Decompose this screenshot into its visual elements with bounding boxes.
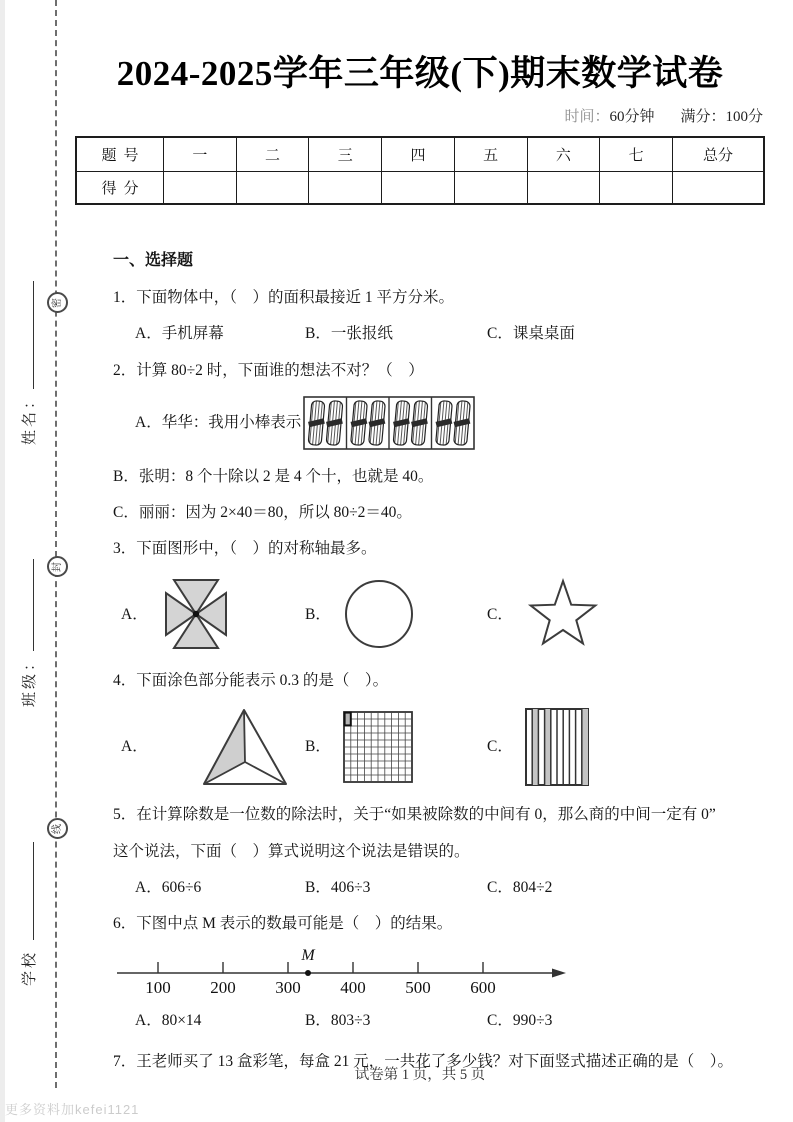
question-5-options <box>113 878 765 897</box>
q4-label-a: A． <box>121 738 148 756</box>
seal-char-mi: 密 <box>51 297 63 308</box>
qnum-label: 题号 <box>101 148 146 164</box>
q3-choice-c <box>487 577 765 651</box>
page-footer: 试卷第 1 页，共 5 页 <box>354 1067 486 1083</box>
pinwheel-shape <box>160 574 232 654</box>
score-table-col-3: 三 <box>309 137 382 172</box>
page-edge-shadow <box>0 0 5 1122</box>
star-shape <box>525 577 603 651</box>
score-cell-empty <box>236 172 309 205</box>
class-blank-line <box>19 559 34 651</box>
score-table-col-1: 一 <box>164 137 237 172</box>
question-6-options <box>113 1011 765 1030</box>
q6-option-b: B．803÷3 <box>305 1012 371 1030</box>
school-field <box>18 820 38 986</box>
time-label: 时间： <box>564 109 610 125</box>
point-m-dot <box>305 970 311 976</box>
hundred-grid-shape <box>343 711 413 783</box>
q3-label-c: C． <box>487 605 513 623</box>
circle-shape <box>343 576 415 652</box>
seal-badge-feng <box>47 556 68 577</box>
q4-choice-b <box>305 711 487 783</box>
q4-choice-c <box>487 708 765 786</box>
q4-label-b: B． <box>305 738 331 756</box>
striped-square-shape <box>525 708 589 786</box>
fullscore-value: 100分 <box>725 109 763 125</box>
q3-choice-b <box>305 576 487 652</box>
tick-label-500: 500 <box>405 978 431 998</box>
question-6-text: 6．下图中点 M 表示的数最可能是（ ）的结果。 <box>113 915 453 933</box>
q4-choice-a <box>121 706 305 788</box>
fullscore-label: 满分： <box>680 109 726 125</box>
stick-bundles-image <box>303 396 475 450</box>
question-3-text: 3．下面图形中，（ ）的对称轴最多。 <box>113 540 377 558</box>
q5-option-b: B．406÷3 <box>305 878 371 896</box>
score-cell-empty <box>673 172 765 205</box>
score-cell-empty <box>382 172 455 205</box>
score-table-col-4: 四 <box>382 137 455 172</box>
number-line-figure <box>115 949 570 1001</box>
score-cell-empty <box>164 172 237 205</box>
q5-option-c: C．804÷2 <box>487 878 553 896</box>
arrowhead-icon <box>552 969 566 978</box>
question-5-line2: 这个说法，下面（ ）算式说明这个说法是错误的。 <box>113 842 470 860</box>
question-7-text: 7．王老师买了 13 盒彩笔，每盒 21 元，一共花了多少钱？对下面竖式描述正确的是（ ）。 <box>113 1052 734 1070</box>
question-4-text: 4．下面涂色部分能表示 0.3 的是（ ）。 <box>113 672 389 690</box>
q1-option-b: B．一张报纸 <box>305 325 393 343</box>
q2-option-c: C．丽丽：因为 2×40＝80，所以 80÷2＝40。 <box>113 504 412 521</box>
score-table-header-cell <box>76 137 164 172</box>
q6-option-c: C．990÷3 <box>487 1012 553 1030</box>
point-m-label: M <box>301 949 315 965</box>
seal-char-feng: 封 <box>51 561 63 572</box>
score-table-col-total: 总分 <box>673 137 765 172</box>
q5-option-a: A．606÷6 <box>135 878 202 896</box>
question-1-options <box>113 324 765 343</box>
q2-option-a-text: A．华华：我用小棒表示 <box>135 413 302 431</box>
score-table-col-5: 五 <box>454 137 527 172</box>
page-title: 2024-2025学年三年级(下)期末数学试卷 <box>116 54 724 93</box>
tick-label-400: 400 <box>340 978 366 998</box>
score-table-col-6: 六 <box>527 137 600 172</box>
seal-char-xian: 线 <box>51 823 63 834</box>
score-table-col-7: 七 <box>600 137 673 172</box>
score-row-label-cell <box>76 172 164 205</box>
score-cell-empty <box>527 172 600 205</box>
school-label: 学校 <box>22 949 38 986</box>
score-cell-empty <box>600 172 673 205</box>
time-value: 60分钟 <box>609 109 655 125</box>
watermark-text: 更多资料加kefei1121 <box>5 1102 140 1117</box>
q1-option-a: A．手机屏幕 <box>135 325 224 343</box>
q3-label-a: A． <box>121 605 148 623</box>
score-cell-empty <box>309 172 382 205</box>
school-blank-line <box>19 842 34 940</box>
question-4-shapes <box>113 706 765 788</box>
class-label: 班级： <box>22 652 38 707</box>
score-label: 得分 <box>101 181 146 197</box>
q6-option-a: A．80×14 <box>135 1012 202 1030</box>
name-field <box>18 265 38 445</box>
score-table-col-2: 二 <box>236 137 309 172</box>
seal-badge-xian <box>47 818 68 839</box>
q1-option-c: C．课桌桌面 <box>487 325 575 343</box>
name-blank-line <box>19 281 34 389</box>
q4-label-c: C． <box>487 738 513 756</box>
tick-label-200: 200 <box>210 978 236 998</box>
question-3-shapes <box>113 574 765 654</box>
score-table <box>75 136 765 205</box>
q2-option-b: B．张明：8 个十除以 2 是 4 个十，也就是 40。 <box>113 467 434 485</box>
question-2-text: 2．计算 80÷2 时，下面谁的想法不对？（ ） <box>113 361 424 379</box>
class-field <box>18 543 38 707</box>
seal-badge-mi <box>47 292 68 313</box>
q3-label-b: B． <box>305 605 331 623</box>
exam-info-line <box>75 105 763 126</box>
section-title: 一、选择题 <box>113 252 194 269</box>
q3-choice-a <box>121 574 305 654</box>
exam-page <box>75 46 765 1086</box>
seal-dashed-line <box>55 0 57 1088</box>
q2-option-a <box>113 396 765 450</box>
questions-section <box>75 251 765 1071</box>
tick-label-300: 300 <box>275 978 301 998</box>
score-cell-empty <box>454 172 527 205</box>
question-1-text: 1．下面物体中，（ ）的面积最接近 1 平方分米。 <box>113 289 455 306</box>
tick-label-600: 600 <box>470 978 496 998</box>
question-5-line1: 5．在计算除数是一位数的除法时，关于“如果被除数的中间有 0，那么商的中间一定有 0” <box>113 806 716 824</box>
triangle-thirds-shape <box>198 706 290 788</box>
name-label: 姓名： <box>22 390 38 445</box>
tick-label-100: 100 <box>145 978 171 998</box>
